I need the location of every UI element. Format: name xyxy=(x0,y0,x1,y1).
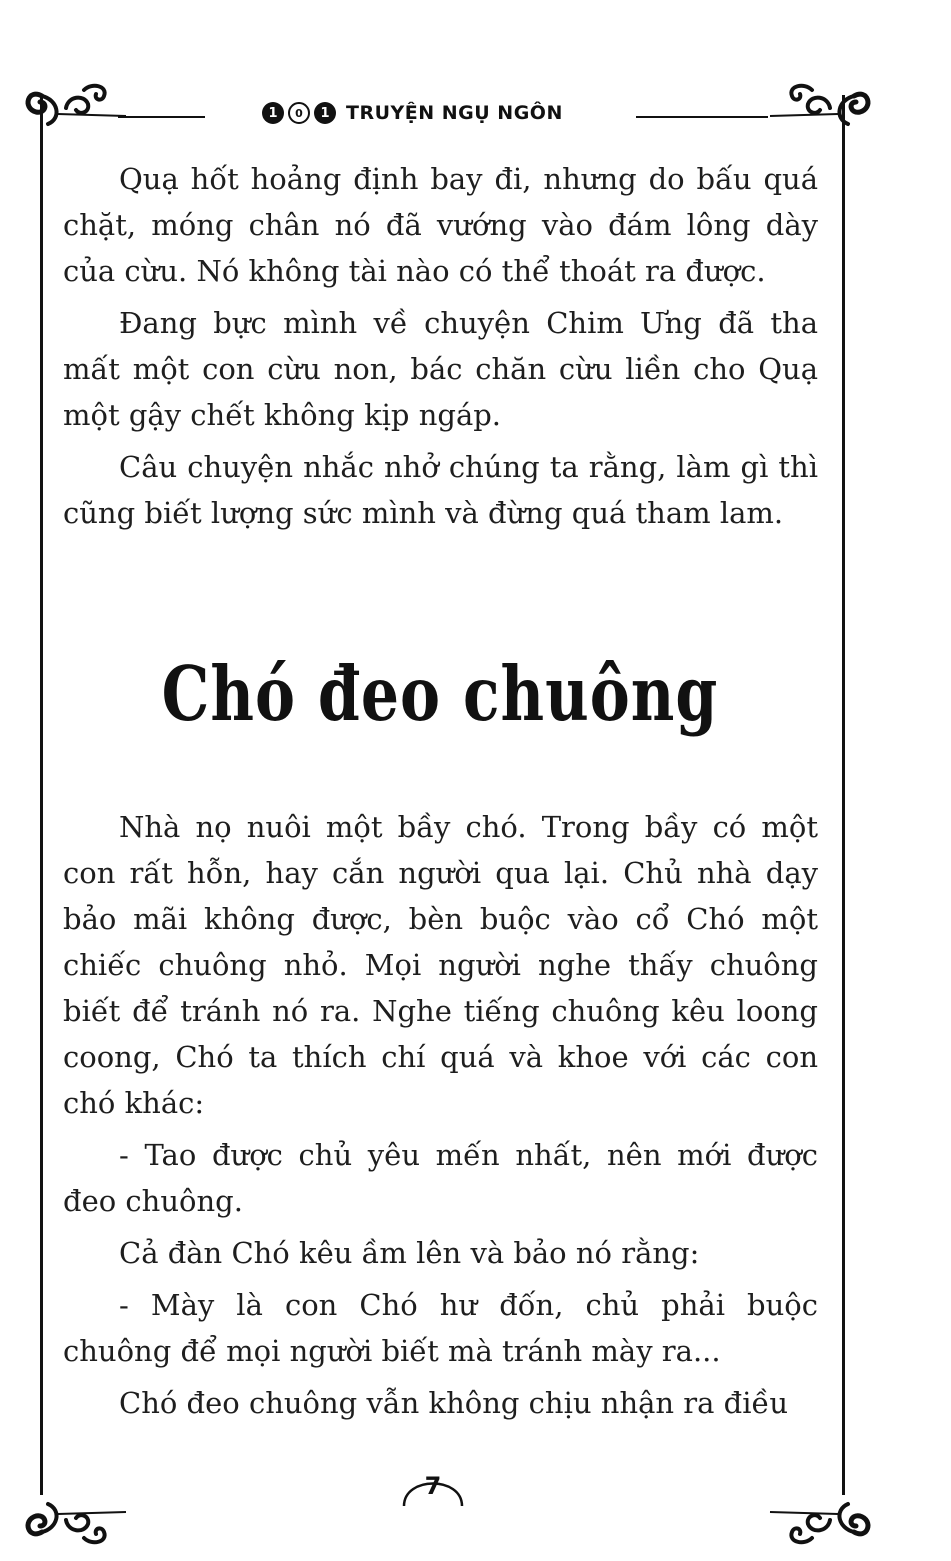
badge-digit-3: 1 xyxy=(314,102,336,124)
corner-flourish-top-right-icon xyxy=(768,78,878,138)
header-rule-right xyxy=(636,116,768,118)
page-number-frame xyxy=(398,1466,468,1526)
story-body-text xyxy=(63,804,818,1426)
corner-flourish-bottom-left-icon xyxy=(18,1490,128,1550)
page-number: 7 xyxy=(424,1472,442,1500)
paragraph: Nhà nọ nuôi một bầy chó. Trong bầy có một con rất hỗn, hay cắn người qua lại. Chủ nhà dạy bảo mãi không được, bèn buộc vào cổ Chó một chiếc chuông nhỏ. Mọi người nghe thấy chuông biết để tránh nó ra. Nghe tiếng chuông kêu loong coong, Chó ta thích chí quá và khoe với các con chó khác: xyxy=(63,810,818,1120)
running-header xyxy=(262,97,563,129)
paragraph: Câu chuyện nhắc nhở chúng ta rằng, làm gì thì cũng biết lượng sức mình và đừng quá tham lam. xyxy=(63,450,818,530)
page-border-left xyxy=(40,95,43,1495)
header-title: TRUYỆN NGỤ NGÔN xyxy=(346,102,563,124)
paragraph: - Tao được chủ yêu mến nhất, nên mới được đeo chuông. xyxy=(63,1138,818,1218)
corner-flourish-top-left-icon xyxy=(18,78,128,138)
story-title: Chó đeo chuông xyxy=(161,651,719,739)
paragraph: Quạ hốt hoảng định bay đi, nhưng do bấu quá chặt, móng chân nó đã vướng vào đám lông dày của cừu. Nó không tài nào có thể thoát ra được. xyxy=(63,162,818,288)
story-ending-text xyxy=(63,156,818,536)
page-border-right xyxy=(842,95,845,1495)
paragraph: - Mày là con Chó hư đốn, chủ phải buộc chuông để mọi người biết mà tránh mày ra... xyxy=(63,1288,818,1368)
book-number-badges xyxy=(262,102,336,124)
paragraph: Cả đàn Chó kêu ầm lên và bảo nó rằng: xyxy=(119,1236,700,1270)
paragraph: Đang bực mình về chuyện Chim Ưng đã tha mất một con cừu non, bác chăn cừu liền cho Quạ một gậy chết không kịp ngáp. xyxy=(63,306,818,432)
corner-flourish-bottom-right-icon xyxy=(768,1490,878,1550)
badge-digit-2: 0 xyxy=(288,102,310,124)
paragraph: Chó đeo chuông vẫn không chịu nhận ra điều xyxy=(119,1386,789,1420)
badge-digit-1: 1 xyxy=(262,102,284,124)
header-rule-left xyxy=(118,116,205,118)
